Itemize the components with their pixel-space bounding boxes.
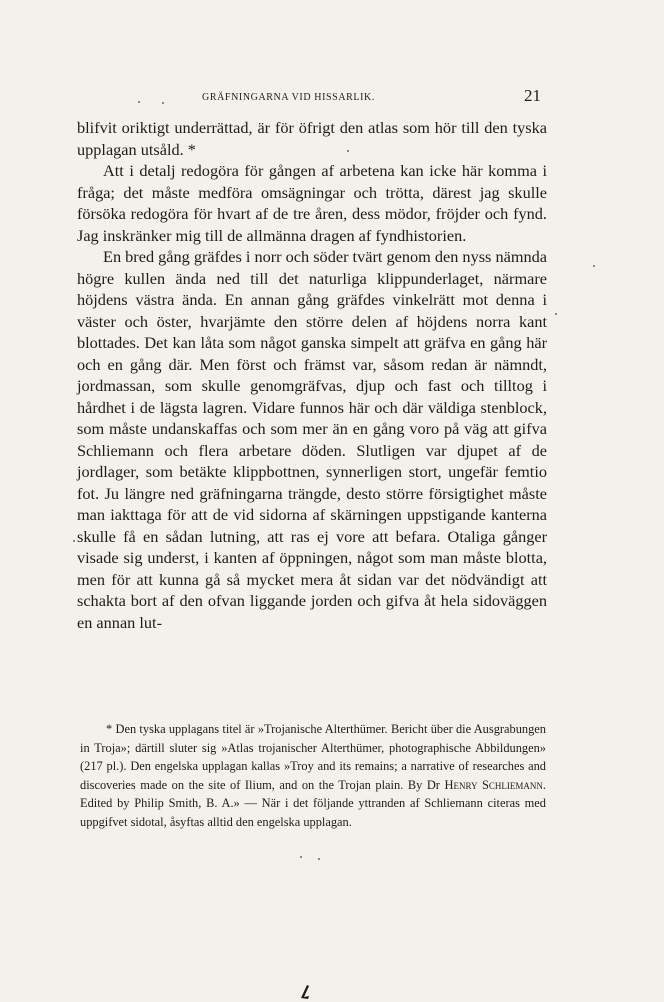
page-number: 21 — [524, 86, 541, 105]
footnote-marker: * — [106, 722, 113, 736]
footnote — [80, 720, 546, 831]
scan-speck — [73, 540, 75, 542]
paragraph: Att i detalj redogöra för gången af arbetena kan icke här komma i fråga; det måste medföra omsägningar och trötta, därest jag skulle försöka redogöra för hvart af de tre åren, dess mödor, fröjder och fynd. Jag inskränker mig till de allmänna dragen af fyndhistorien. — [77, 161, 547, 245]
footnote-text-continued: Edited by Philip Smith, B. A.» — När i det följande yttranden af Schliemann citeras med uppgifvet sidotal, åsyftas alltid den engelska upplagan. — [80, 796, 546, 829]
footnote-author-name: Henry Schliemann. — [444, 777, 546, 792]
scan-speck — [318, 858, 320, 860]
paragraph-continuation: blifvit oriktigt underrättad, är för öfrigt den atlas som hör till den tyska upplagan utsåld. * — [77, 118, 547, 159]
scan-speck — [138, 101, 140, 103]
scan-speck — [347, 150, 349, 152]
paragraph: En bred gång gräfdes i norr och söder tvärt genom den nyss nämnda högre kullen ända ned till det naturliga klippunderlaget, närmare höjdens västra ända. En annan gång gräfdes vinkelrätt mot denna i väster och öster, hvarjämte den större delen af höjdens norra kant blottades. Det kan låta som något ganska simpelt att gräfva en gång här och en gång där. Men först och främst var, såsom redan är nämndt, jordmassan, som skulle genomgräfvas, djup och fast och tilltog i hårdhet i de lägsta lagren. Vidare funnos här och där väldiga stenblock, som måste undanskaffas och som mer än en gång voro på väg att gifva Schliemann och flera arbetare döden. Slutligen var djupet af de jordlager, som betäkte klippbottnen, synnerligen stort, ungefär femtio fot. Ju längre ned gräfningarna trängde, desto större försigtighet måste man iakttaga för att de vid sidorna af skärningen uppstigande kanterna skulle få en sådan lutning, att ras ej vore att befara. Otaliga gånger visade sig underst, i kanten af öppningen, något som man måste blotta, men för att kunna gå så mycket mera åt sidan var det nödvändigt att schakta bort af den ofvan liggande jorden och gifva åt hela sidoväggen en annan lut- — [77, 247, 547, 632]
scan-speck — [162, 102, 164, 104]
footnote-text: Den tyska upplagans titel är »Trojanische Alterthümer. Bericht über die Ausgrabungen in Troja»; därtill sluter sig »Atlas trojanischer Alterthümer, photographische Abbildungen» (217 pl.). Den engelska upplagan kallas »Troy and its remains; a narrative of researches and discoveries made on the site of Ilium, and on the Trojan plain. By Dr — [80, 722, 546, 792]
scan-speck — [593, 265, 595, 267]
footnote-paragraph — [80, 720, 546, 831]
running-head: GRÄFNINGARNA VID HISSARLIK. — [202, 92, 375, 103]
body-text — [77, 117, 547, 633]
page-header — [0, 88, 664, 110]
scan-speck — [300, 856, 302, 858]
printer-signature-mark-icon — [298, 982, 312, 1000]
scan-speck — [555, 313, 557, 315]
